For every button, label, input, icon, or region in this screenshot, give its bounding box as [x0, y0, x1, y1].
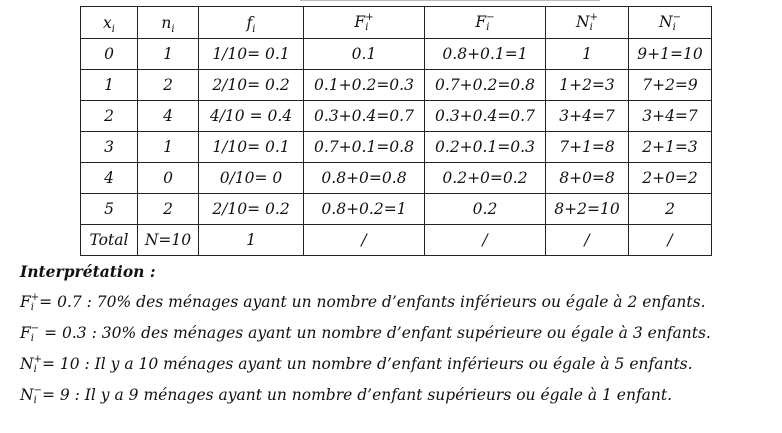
- header-Fi-minus: F − i: [425, 7, 546, 39]
- cell-fi: 0/10= 0: [199, 163, 304, 194]
- cell-ni: 0: [138, 163, 199, 194]
- table-row: [81, 132, 712, 163]
- header-fi: $f_i$: [199, 7, 304, 39]
- cell-xi: 1: [81, 70, 138, 101]
- cell-fi: 1/10= 0.1: [199, 39, 304, 70]
- cell-Ni-plus: 3+4=7: [546, 101, 629, 132]
- frequency-table: [80, 6, 712, 256]
- table-row: [81, 39, 712, 70]
- table-row: [81, 194, 712, 225]
- cell-Fi-plus: 0.8+0.2=1: [304, 194, 425, 225]
- header-xi: $x_i$: [81, 7, 138, 39]
- cell-Ni-plus: 8+2=10: [546, 194, 629, 225]
- cell-Ni-plus: 1+2=3: [546, 70, 629, 101]
- table-row: [81, 70, 712, 101]
- cell-xi: 5: [81, 194, 138, 225]
- cell-xi: 4: [81, 163, 138, 194]
- cell-fi: 2/10= 0.2: [199, 194, 304, 225]
- cell-total-f: 1: [199, 225, 304, 256]
- cell-Fi-minus: 0.8+0.1=1: [425, 39, 546, 70]
- cell-total-Fi-minus: /: [425, 225, 546, 256]
- cell-Fi-plus: 0.1+0.2=0.3: [304, 70, 425, 101]
- cell-ni: 2: [138, 194, 199, 225]
- cell-Fi-minus: 0.2+0.1=0.3: [425, 132, 546, 163]
- cell-ni: 1: [138, 39, 199, 70]
- table-row: [81, 101, 712, 132]
- interpretation-section: [20, 262, 711, 411]
- cell-Fi-minus: 0.7+0.2=0.8: [425, 70, 546, 101]
- cell-total-n: N=10: [138, 225, 199, 256]
- table-row: [81, 163, 712, 194]
- interpretation-line-Ni-minus: N − i = 9 : Il y a 9 ménages ayant un nombre d’enfant supérieurs ou égale à 1 enfant.: [20, 385, 673, 406]
- cell-total-Ni-plus: /: [546, 225, 629, 256]
- cell-xi: 0: [81, 39, 138, 70]
- header-Fi-plus: F + i: [304, 7, 425, 39]
- header-Ni-plus: N + i: [546, 7, 629, 39]
- cell-ni: 1: [138, 132, 199, 163]
- header-Ni-minus: N − i: [629, 7, 712, 39]
- table-header-row: [81, 7, 712, 39]
- cell-total-Fi-plus: /: [304, 225, 425, 256]
- cell-Ni-minus: 2+1=3: [629, 132, 712, 163]
- interpretation-line-Fi-plus: F + i = 0.7 : 70% des ménages ayant un nombre d’enfants inférieurs ou égale à 2 enfants.: [20, 292, 706, 313]
- cell-Fi-minus: 0.2+0=0.2: [425, 163, 546, 194]
- interpretation-title: Interprétation :: [20, 262, 156, 281]
- cell-Ni-minus: 3+4=7: [629, 101, 712, 132]
- interpretation-line-Ni-plus: N + i = 10 : Il y a 10 ménages ayant un nombre d’enfant inférieurs ou égale à 5 enfants.: [20, 354, 693, 375]
- cell-Ni-plus: 8+0=8: [546, 163, 629, 194]
- clipped-top-edge: [300, 0, 600, 4]
- cell-Fi-plus: 0.8+0=0.8: [304, 163, 425, 194]
- cell-total-label: Total: [81, 225, 138, 256]
- cell-fi: 2/10= 0.2: [199, 70, 304, 101]
- cell-ni: 2: [138, 70, 199, 101]
- cell-fi: 1/10= 0.1: [199, 132, 304, 163]
- header-ni: $n_i$: [138, 7, 199, 39]
- cell-ni: 4: [138, 101, 199, 132]
- cell-Fi-plus: 0.1: [304, 39, 425, 70]
- cell-Fi-minus: 0.2: [425, 194, 546, 225]
- cell-Fi-minus: 0.3+0.4=0.7: [425, 101, 546, 132]
- cell-fi: 4/10 = 0.4: [199, 101, 304, 132]
- table-total-row: [81, 225, 712, 256]
- cell-Ni-minus: 2: [629, 194, 712, 225]
- cell-Ni-minus: 7+2=9: [629, 70, 712, 101]
- cell-Ni-plus: 1: [546, 39, 629, 70]
- interpretation-line-Fi-minus: F − i = 0.3 : 30% des ménages ayant un nombre d’enfant supérieure ou égale à 3 enfants.: [20, 323, 711, 344]
- cell-Ni-plus: 7+1=8: [546, 132, 629, 163]
- cell-total-Ni-minus: /: [629, 225, 712, 256]
- cell-Fi-plus: 0.3+0.4=0.7: [304, 101, 425, 132]
- cell-Ni-minus: 9+1=10: [629, 39, 712, 70]
- cell-xi: 2: [81, 101, 138, 132]
- cell-Ni-minus: 2+0=2: [629, 163, 712, 194]
- cell-Fi-plus: 0.7+0.1=0.8: [304, 132, 425, 163]
- cell-xi: 3: [81, 132, 138, 163]
